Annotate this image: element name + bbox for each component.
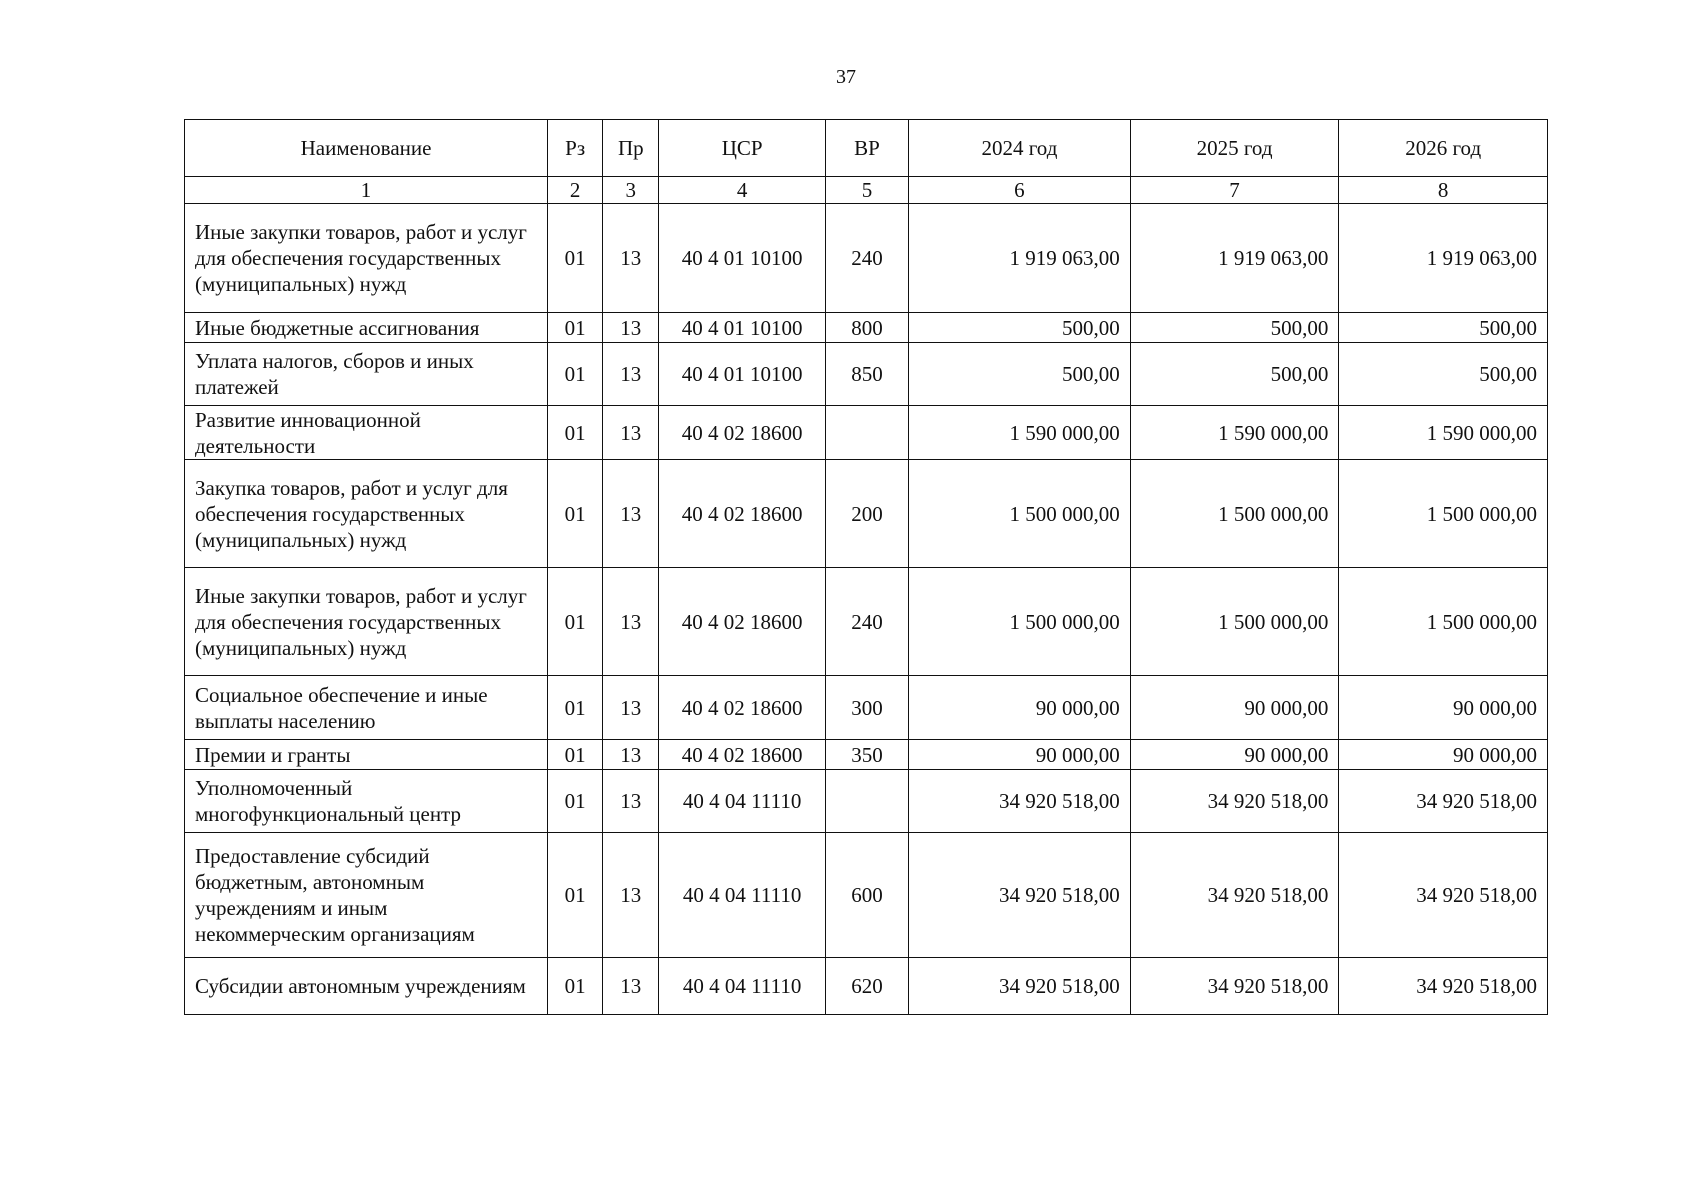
row-pr: 13 xyxy=(603,568,659,676)
row-rz: 01 xyxy=(548,343,603,406)
row-pr: 13 xyxy=(603,460,659,568)
row-name: Иные закупки товаров, работ и услуг для обеспечения государственных (муниципальных) нужд xyxy=(185,204,548,313)
row-rz: 01 xyxy=(548,958,603,1015)
row-2025: 1 500 000,00 xyxy=(1130,568,1339,676)
row-name: Социальное обеспечение и иные выплаты населению xyxy=(185,676,548,740)
row-2025: 90 000,00 xyxy=(1130,740,1339,770)
row-name: Иные закупки товаров, работ и услуг для обеспечения государственных (муниципальных) нужд xyxy=(185,568,548,676)
header-2025: 2025 год xyxy=(1130,120,1339,177)
row-vr xyxy=(825,770,908,833)
row-2026: 1 919 063,00 xyxy=(1339,204,1548,313)
header-2024: 2024 год xyxy=(909,120,1131,177)
row-pr: 13 xyxy=(603,204,659,313)
header-vr: ВР xyxy=(825,120,908,177)
row-vr xyxy=(825,406,908,460)
row-name: Уполномоченный многофункциональный центр xyxy=(185,770,548,833)
row-2024: 1 919 063,00 xyxy=(909,204,1131,313)
column-number: 1 xyxy=(185,177,548,204)
row-pr: 13 xyxy=(603,313,659,343)
row-2025: 1 590 000,00 xyxy=(1130,406,1339,460)
row-rz: 01 xyxy=(548,204,603,313)
table-row xyxy=(185,204,1548,313)
table-row xyxy=(185,676,1548,740)
row-2026: 90 000,00 xyxy=(1339,740,1548,770)
table-row xyxy=(185,406,1548,460)
row-2024: 34 920 518,00 xyxy=(909,958,1131,1015)
row-2024: 1 590 000,00 xyxy=(909,406,1131,460)
row-pr: 13 xyxy=(603,958,659,1015)
row-2024: 90 000,00 xyxy=(909,676,1131,740)
header-rz: Рз xyxy=(548,120,603,177)
row-2024: 1 500 000,00 xyxy=(909,568,1131,676)
row-vr: 600 xyxy=(825,833,908,958)
header-pr: Пр xyxy=(603,120,659,177)
row-csr: 40 4 04 11110 xyxy=(659,770,825,833)
column-number: 8 xyxy=(1339,177,1548,204)
row-vr: 240 xyxy=(825,568,908,676)
row-2024: 34 920 518,00 xyxy=(909,770,1131,833)
row-csr: 40 4 04 11110 xyxy=(659,833,825,958)
row-pr: 13 xyxy=(603,343,659,406)
row-2026: 34 920 518,00 xyxy=(1339,958,1548,1015)
row-2024: 90 000,00 xyxy=(909,740,1131,770)
row-csr: 40 4 01 10100 xyxy=(659,204,825,313)
row-vr: 800 xyxy=(825,313,908,343)
row-vr: 300 xyxy=(825,676,908,740)
table-row xyxy=(185,958,1548,1015)
table-row xyxy=(185,740,1548,770)
row-2025: 34 920 518,00 xyxy=(1130,833,1339,958)
row-csr: 40 4 01 10100 xyxy=(659,343,825,406)
row-2026: 1 500 000,00 xyxy=(1339,460,1548,568)
row-2025: 34 920 518,00 xyxy=(1130,770,1339,833)
budget-table xyxy=(184,119,1548,1015)
row-2024: 34 920 518,00 xyxy=(909,833,1131,958)
row-rz: 01 xyxy=(548,406,603,460)
row-2024: 500,00 xyxy=(909,343,1131,406)
header-row xyxy=(185,120,1548,177)
row-2025: 500,00 xyxy=(1130,313,1339,343)
row-csr: 40 4 02 18600 xyxy=(659,568,825,676)
row-csr: 40 4 02 18600 xyxy=(659,406,825,460)
row-2025: 90 000,00 xyxy=(1130,676,1339,740)
row-vr: 620 xyxy=(825,958,908,1015)
table-row xyxy=(185,460,1548,568)
row-csr: 40 4 02 18600 xyxy=(659,676,825,740)
header-2026: 2026 год xyxy=(1339,120,1548,177)
column-number-row xyxy=(185,177,1548,204)
row-csr: 40 4 01 10100 xyxy=(659,313,825,343)
row-name: Развитие инновационной деятельности xyxy=(185,406,548,460)
row-2026: 1 590 000,00 xyxy=(1339,406,1548,460)
row-vr: 200 xyxy=(825,460,908,568)
row-pr: 13 xyxy=(603,833,659,958)
row-vr: 350 xyxy=(825,740,908,770)
row-rz: 01 xyxy=(548,740,603,770)
row-2026: 1 500 000,00 xyxy=(1339,568,1548,676)
row-2025: 1 919 063,00 xyxy=(1130,204,1339,313)
table-row xyxy=(185,343,1548,406)
row-vr: 240 xyxy=(825,204,908,313)
row-rz: 01 xyxy=(548,460,603,568)
row-pr: 13 xyxy=(603,770,659,833)
row-name: Субсидии автономным учреждениям xyxy=(185,958,548,1015)
row-rz: 01 xyxy=(548,833,603,958)
header-csr: ЦСР xyxy=(659,120,825,177)
row-name: Уплата налогов, сборов и иных платежей xyxy=(185,343,548,406)
row-pr: 13 xyxy=(603,406,659,460)
row-rz: 01 xyxy=(548,770,603,833)
row-2025: 34 920 518,00 xyxy=(1130,958,1339,1015)
row-csr: 40 4 02 18600 xyxy=(659,460,825,568)
row-2026: 500,00 xyxy=(1339,313,1548,343)
row-name: Закупка товаров, работ и услуг для обеспечения государственных (муниципальных) нужд xyxy=(185,460,548,568)
row-name: Иные бюджетные ассигнования xyxy=(185,313,548,343)
table-row xyxy=(185,833,1548,958)
row-2026: 34 920 518,00 xyxy=(1339,833,1548,958)
column-number: 5 xyxy=(825,177,908,204)
row-vr: 850 xyxy=(825,343,908,406)
row-csr: 40 4 04 11110 xyxy=(659,958,825,1015)
header-name: Наименование xyxy=(185,120,548,177)
column-number: 2 xyxy=(548,177,603,204)
row-rz: 01 xyxy=(548,313,603,343)
column-number: 3 xyxy=(603,177,659,204)
row-name: Премии и гранты xyxy=(185,740,548,770)
row-2026: 90 000,00 xyxy=(1339,676,1548,740)
row-name: Предоставление субсидий бюджетным, автономным учреждениям и иным некоммерческим организациям xyxy=(185,833,548,958)
column-number: 6 xyxy=(909,177,1131,204)
page-number: 37 xyxy=(836,66,856,88)
table-row xyxy=(185,568,1548,676)
column-number: 4 xyxy=(659,177,825,204)
table-row xyxy=(185,770,1548,833)
row-csr: 40 4 02 18600 xyxy=(659,740,825,770)
row-2024: 1 500 000,00 xyxy=(909,460,1131,568)
row-pr: 13 xyxy=(603,740,659,770)
row-2024: 500,00 xyxy=(909,313,1131,343)
row-rz: 01 xyxy=(548,568,603,676)
table-row xyxy=(185,313,1548,343)
column-number: 7 xyxy=(1130,177,1339,204)
row-2026: 500,00 xyxy=(1339,343,1548,406)
row-2026: 34 920 518,00 xyxy=(1339,770,1548,833)
row-2025: 500,00 xyxy=(1130,343,1339,406)
row-pr: 13 xyxy=(603,676,659,740)
row-2025: 1 500 000,00 xyxy=(1130,460,1339,568)
row-rz: 01 xyxy=(548,676,603,740)
